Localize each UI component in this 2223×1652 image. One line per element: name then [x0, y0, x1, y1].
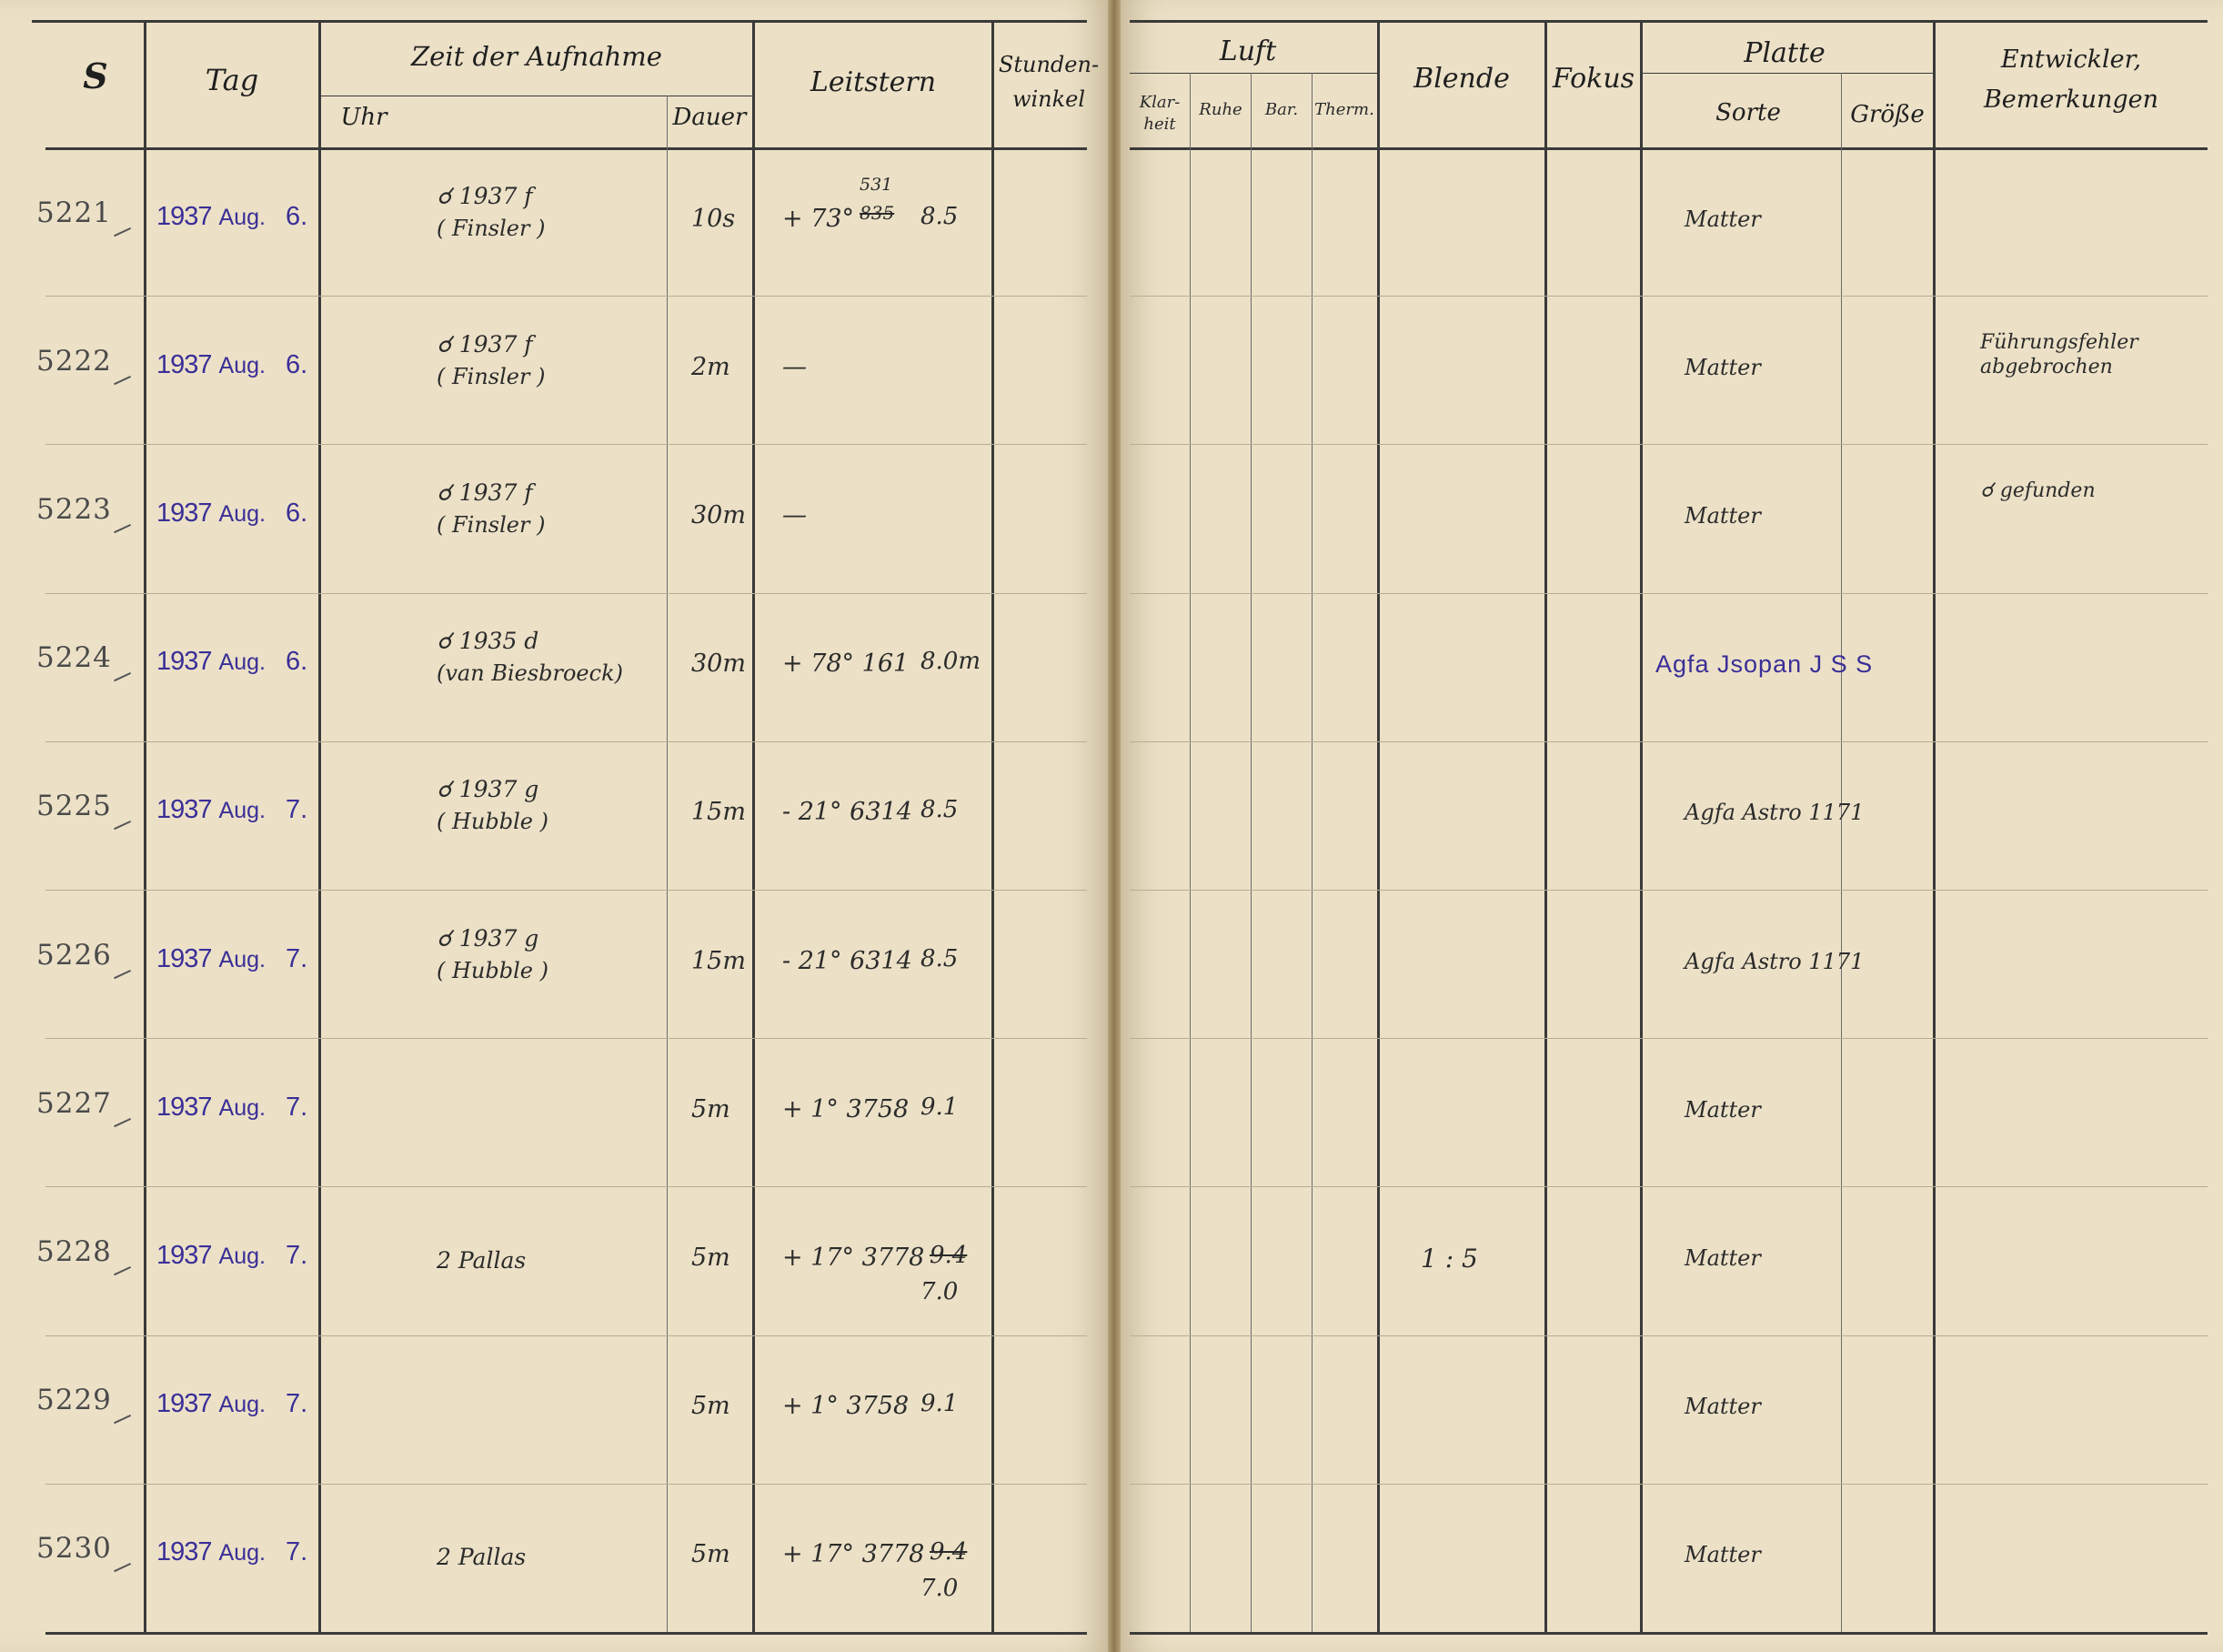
col-rule-blende — [1544, 20, 1547, 1632]
top-rule — [32, 20, 1087, 23]
object-name: 2 Pallas — [437, 1247, 527, 1274]
row-separator — [1130, 1038, 2208, 1039]
header-tag: Tag — [205, 63, 259, 97]
header-s: S — [83, 55, 108, 96]
col-rule-platte — [1933, 20, 1936, 1632]
row-number: 5221 — [36, 196, 112, 229]
exposure-duration: 30m — [691, 650, 746, 679]
row-separator — [45, 1038, 1087, 1039]
row-separator — [45, 741, 1087, 742]
header-entwickler-2: Bemerkungen — [1983, 86, 2159, 114]
header-rule — [45, 147, 1087, 150]
header-klarheit-1: Klar- — [1139, 93, 1181, 112]
guide-star-magnitude: 8.5 — [920, 202, 959, 230]
guide-star-correction: 531 — [860, 174, 893, 195]
guide-star: — — [782, 352, 807, 381]
header-fokus: Fokus — [1552, 63, 1635, 95]
row-separator — [45, 296, 1087, 297]
guide-star: + 17° 3778 — [782, 1540, 925, 1569]
object-discoverer: ( Finsler ) — [437, 215, 546, 241]
guide-star-magnitude: 9.1 — [920, 1390, 959, 1418]
plate-type: Agfa Astro 1171 — [1685, 948, 1865, 974]
header-groesse: Größe — [1850, 101, 1925, 128]
plate-type: Matter — [1685, 1245, 1761, 1271]
guide-star-struck-value: 9.4 — [930, 1242, 968, 1269]
plate-type: Matter — [1685, 206, 1761, 232]
col-rule-fokus — [1640, 20, 1643, 1632]
row-separator — [1130, 890, 2208, 891]
date-stamp: 1937 Aug. 7. — [156, 1389, 308, 1419]
header-stundenwinkel-1: Stunden- — [998, 52, 1100, 77]
row-number: 5224 — [36, 641, 112, 675]
guide-star-magnitude: 9.1 — [920, 1093, 959, 1121]
header-luft: Luft — [1219, 35, 1277, 67]
object-name: ☌ 1937 g — [437, 776, 539, 803]
row-separator — [1130, 296, 2208, 297]
header-ruhe: Ruhe — [1199, 100, 1242, 119]
plate-type: Matter — [1685, 1096, 1761, 1123]
guide-star: — — [782, 501, 807, 529]
luft-subrule — [1130, 73, 1379, 74]
exposure-duration: 15m — [691, 798, 746, 827]
guide-star: - 21° 6314 — [782, 798, 912, 827]
guide-star-magnitude: 8.5 — [920, 796, 959, 824]
date-stamp: 1937 Aug. 6. — [156, 499, 308, 528]
remark: ☌ gefunden — [1980, 479, 2096, 502]
guide-star-magnitude: 8.5 — [920, 944, 959, 972]
bottom-rule — [45, 1632, 1087, 1635]
object-discoverer: ( Hubble ) — [437, 809, 548, 835]
date-stamp: 1937 Aug. 7. — [156, 943, 308, 973]
col-rule-luft — [1377, 20, 1380, 1632]
date-stamp: 1937 Aug. 7. — [156, 795, 308, 825]
col-rule-zeit — [752, 20, 755, 1632]
row-separator — [45, 1186, 1087, 1187]
header-uhr: Uhr — [340, 104, 387, 131]
row-number: 5226 — [36, 938, 112, 972]
platte-subrule — [1642, 73, 1933, 74]
row-separator — [45, 444, 1087, 445]
row-separator — [1130, 593, 2208, 594]
col-rule-ruhe — [1251, 73, 1252, 1632]
col-rule-uhr — [667, 96, 668, 1632]
book-gutter — [1108, 0, 1121, 1652]
guide-star: + 1° 3758 — [782, 1392, 910, 1421]
object-discoverer: (van Biesbroeck) — [437, 660, 623, 687]
bottom-rule-right — [1130, 1632, 2208, 1635]
header-bar: Bar. — [1264, 100, 1299, 119]
date-stamp: 1937 Aug. 6. — [156, 647, 308, 677]
guide-star: + 1° 3758 — [782, 1094, 910, 1123]
plate-type: Matter — [1685, 1542, 1761, 1568]
date-stamp: 1937 Aug. 6. — [156, 349, 308, 379]
object-name: ☌ 1937 f — [437, 330, 533, 358]
guide-star-struck-value: 835 — [860, 201, 895, 224]
col-rule-s — [144, 20, 146, 1632]
header-klarheit-2: heit — [1143, 115, 1176, 134]
date-stamp: 1937 Aug. 6. — [156, 201, 308, 231]
guide-star-magnitude: 7.0 — [920, 1278, 959, 1305]
guide-star-magnitude: 8.0m — [920, 648, 981, 676]
row-number: 5225 — [36, 790, 112, 823]
row-number: 5222 — [36, 344, 112, 378]
plate-type: Agfa Astro 1171 — [1685, 800, 1865, 826]
col-rule-bar — [1312, 73, 1313, 1632]
guide-star: + 17° 3778 — [782, 1244, 925, 1272]
plate-stamp: Agfa Jsopan J S S — [1655, 650, 1874, 679]
row-number: 5228 — [36, 1235, 112, 1268]
object-name: ☌ 1935 d — [437, 628, 539, 655]
header-dauer: Dauer — [672, 104, 747, 131]
col-rule-leitstern — [991, 20, 994, 1632]
object-discoverer: ( Hubble ) — [437, 957, 548, 983]
exposure-duration: 10s — [691, 204, 736, 233]
object-name: ☌ 1937 f — [437, 182, 533, 209]
header-stundenwinkel-2: winkel — [1011, 86, 1086, 112]
top-rule-right — [1130, 20, 2208, 23]
remark: Führungsfehler abgebrochen — [1980, 330, 2138, 379]
header-platte: Platte — [1744, 37, 1826, 69]
header-blende: Blende — [1413, 63, 1510, 95]
object-name: 2 Pallas — [437, 1544, 527, 1571]
header-leitstern: Leitstern — [810, 66, 937, 98]
left-page — [0, 0, 1108, 1652]
object-name: ☌ 1937 f — [437, 479, 533, 506]
row-separator — [1130, 1484, 2208, 1485]
row-separator — [1130, 741, 2208, 742]
header-entwickler-1: Entwickler, — [2000, 45, 2142, 74]
guide-star-struck-value: 9.4 — [930, 1538, 968, 1566]
exposure-duration: 5m — [691, 1244, 730, 1272]
row-number: 5229 — [36, 1384, 112, 1417]
row-number: 5223 — [36, 493, 112, 526]
object-discoverer: ( Finsler ) — [437, 512, 546, 538]
row-separator — [1130, 1186, 2208, 1187]
date-stamp: 1937 Aug. 7. — [156, 1092, 308, 1122]
plate-type: Matter — [1685, 1394, 1761, 1420]
aperture-value: 1 : 5 — [1421, 1244, 1478, 1274]
row-separator — [45, 1335, 1087, 1336]
exposure-duration: 5m — [691, 1392, 730, 1421]
header-sorte: Sorte — [1715, 99, 1781, 126]
object-name: ☌ 1937 g — [437, 924, 539, 952]
exposure-duration: 2m — [691, 352, 730, 381]
header-rule-right — [1130, 147, 2208, 150]
guide-star: + 73° — [782, 204, 855, 233]
row-number: 5230 — [36, 1532, 112, 1566]
object-discoverer: ( Finsler ) — [437, 363, 546, 389]
col-rule-sorte — [1841, 73, 1842, 1632]
date-stamp: 1937 Aug. 7. — [156, 1241, 308, 1270]
exposure-duration: 5m — [691, 1094, 730, 1123]
guide-star-magnitude: 7.0 — [920, 1575, 959, 1603]
right-page — [1121, 0, 2223, 1652]
date-stamp: 1937 Aug. 7. — [156, 1537, 308, 1567]
row-number: 5227 — [36, 1086, 112, 1120]
exposure-duration: 30m — [691, 501, 746, 529]
row-separator — [45, 890, 1087, 891]
guide-star: - 21° 6314 — [782, 946, 912, 975]
exposure-duration: 5m — [691, 1540, 730, 1569]
guide-star: + 78° 161 — [782, 650, 910, 679]
plate-type: Matter — [1685, 354, 1761, 380]
row-separator — [45, 593, 1087, 594]
col-rule-klarheit — [1190, 73, 1191, 1632]
header-zeit: Zeit der Aufnahme — [411, 41, 662, 72]
header-therm: Therm. — [1314, 100, 1374, 119]
row-separator — [1130, 1335, 2208, 1336]
row-separator — [1130, 444, 2208, 445]
col-rule-tag — [318, 20, 321, 1632]
plate-type: Matter — [1685, 503, 1761, 529]
row-separator — [45, 1484, 1087, 1485]
exposure-duration: 15m — [691, 946, 746, 975]
